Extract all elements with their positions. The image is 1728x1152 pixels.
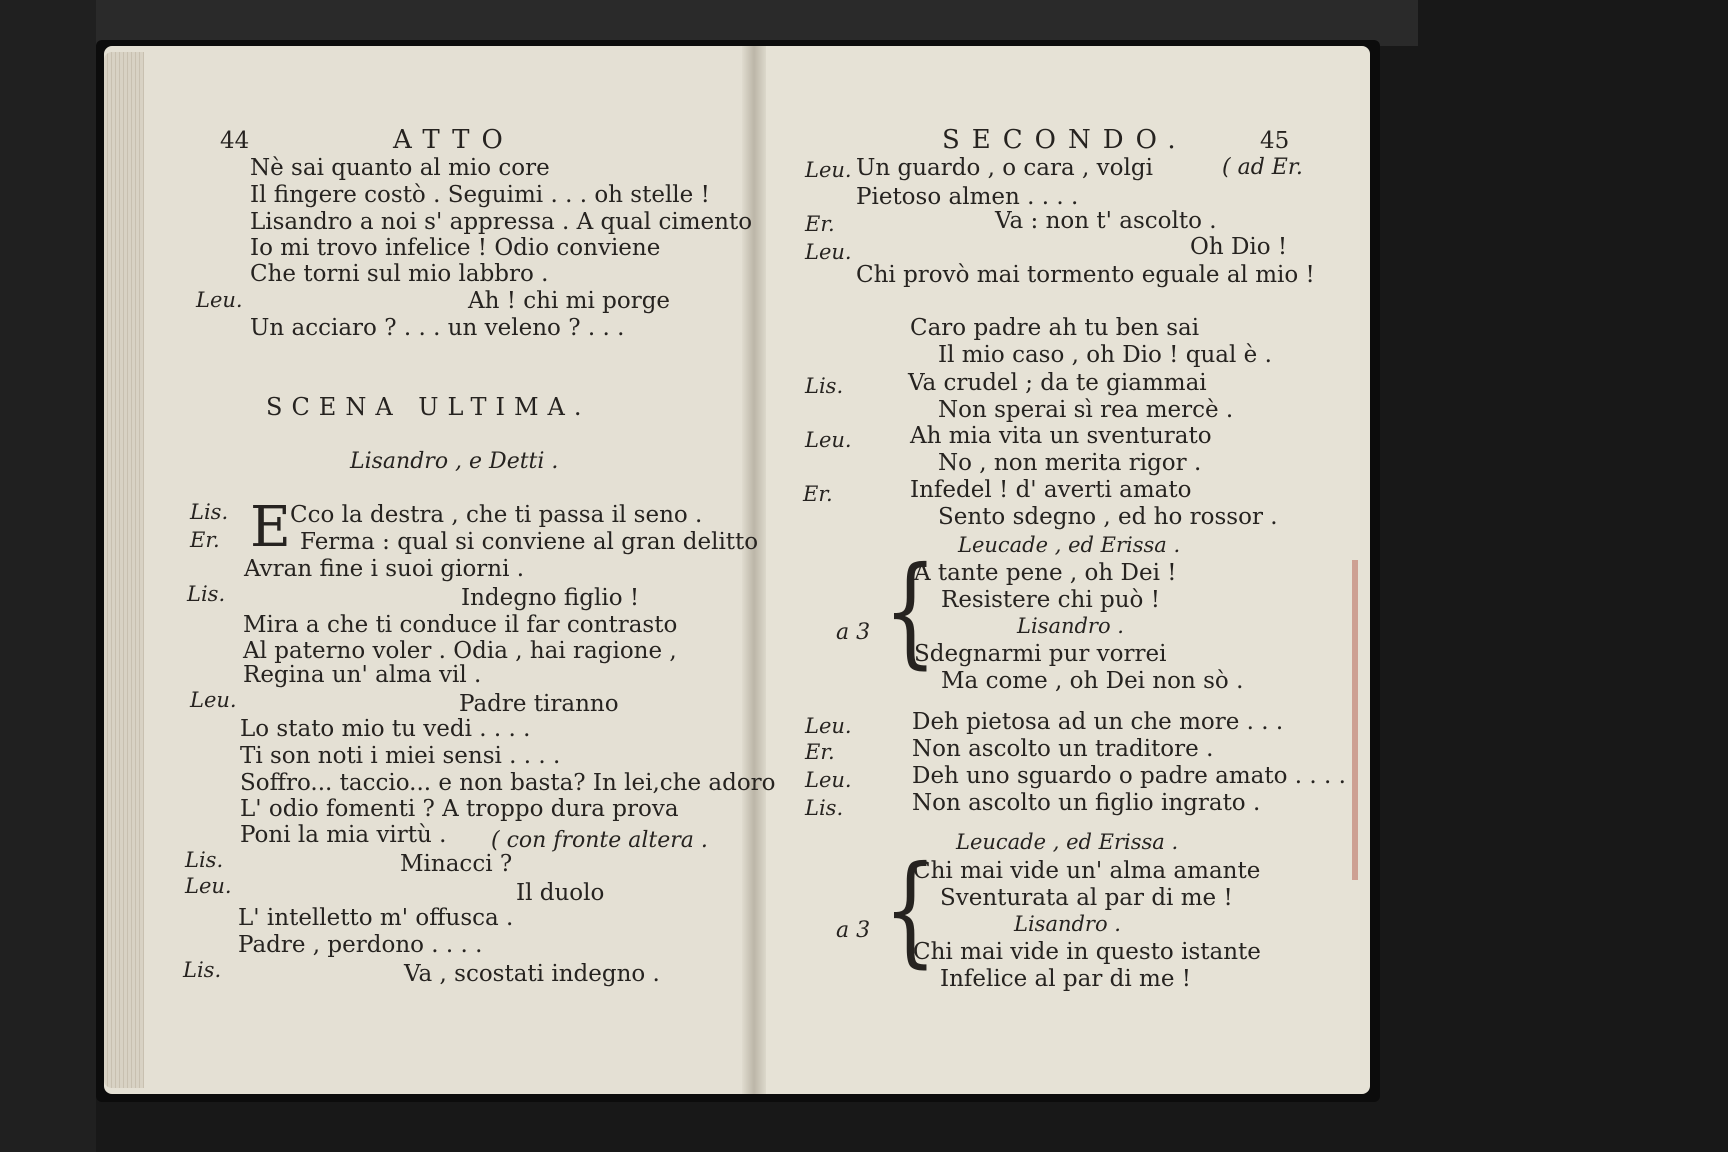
aria-line: Ah mia vita un sventurato: [910, 423, 1212, 449]
speaker-label: Lis.: [190, 500, 229, 524]
speaker-label: Leu.: [805, 158, 852, 182]
aria-line: Va crudel ; da te giammai: [908, 370, 1207, 396]
text-line: Che torni sul mio labbro .: [250, 261, 549, 287]
aria-line: Caro padre ah tu ben sai: [910, 315, 1200, 341]
text-line: Io mi trovo infelice ! Odio conviene: [250, 235, 661, 261]
text-line: Nè sai quanto al mio core: [250, 155, 550, 181]
text-line: Regina un' alma vil .: [243, 662, 482, 688]
speaker-label: Er.: [805, 212, 835, 236]
text-line: Ti son noti i miei sensi . . . .: [240, 743, 561, 769]
ensemble-line: Chi mai vide in questo istante: [913, 939, 1261, 965]
page-edges: [104, 52, 144, 1088]
speaker-label: Leu.: [805, 714, 852, 738]
text-line: Minacci ?: [400, 851, 513, 877]
ensemble-line: Infelice al par di me !: [940, 966, 1192, 992]
speaker-label: Er.: [803, 482, 833, 506]
text-line: Va : non t' ascolto .: [995, 208, 1217, 234]
scan-border-left: [0, 0, 96, 1152]
speaker-label: Leu.: [196, 288, 243, 312]
text-line: Mira a che ti conduce il far contrasto: [243, 612, 678, 638]
ensemble-heading: Leucade , ed Erissa .: [956, 830, 1179, 854]
scene-title: SCENA ULTIMA.: [266, 393, 591, 421]
page-edge-stain: [1352, 560, 1358, 880]
text-line: Ah ! chi mi porge: [468, 288, 671, 314]
text-line: Lo stato mio tu vedi . . . .: [240, 716, 531, 742]
quartet-line: Deh pietosa ad un che more . . .: [912, 709, 1284, 735]
text-line: Il fingere costò . Seguimi . . . oh stelle !: [250, 182, 710, 208]
speaker-label: Leu.: [805, 768, 852, 792]
page-number-right: 45: [1260, 128, 1290, 154]
text-line: Il duolo: [516, 880, 605, 906]
text-line: Avran fine i suoi giorni .: [244, 556, 525, 582]
aria-line: Infedel ! d' averti amato: [910, 477, 1192, 503]
text-line: Va , scostati indegno .: [404, 961, 660, 987]
ensemble-subheading: Lisandro .: [1017, 614, 1124, 638]
stage-direction: ( con fronte altera .: [491, 828, 708, 853]
ensemble-heading: Leucade , ed Erissa .: [958, 533, 1181, 557]
text-line: Un acciaro ? . . . un veleno ? . . .: [250, 315, 625, 341]
speaker-label: Lis.: [187, 582, 226, 606]
speaker-label: Leu.: [805, 240, 852, 264]
ensemble-line: Sventurata al par di me !: [940, 885, 1233, 911]
running-head-right: SECONDO.: [942, 125, 1188, 155]
speaker-label: Lis.: [185, 848, 224, 872]
aria-line: Sento sdegno , ed ho rossor .: [938, 504, 1278, 530]
text-line: Padre tiranno: [459, 691, 619, 717]
ensemble-line: Ma come , oh Dei non sò .: [941, 668, 1244, 694]
ensemble-line: Sdegnarmi pur vorrei: [914, 641, 1167, 667]
text-line: Indegno figlio !: [461, 585, 640, 611]
aria-line: Non sperai sì rea mercè .: [938, 397, 1234, 423]
stage-direction: ( ad Er.: [1222, 155, 1303, 180]
text-line: Cco la destra , che ti passa il seno .: [290, 502, 703, 528]
text-line: Soffro... taccio... e non basta? In lei,che adoro: [240, 770, 776, 796]
ensemble-line: A tante pene , oh Dei !: [914, 560, 1177, 586]
speaker-label: Er.: [190, 528, 220, 552]
text-line: Al paterno voler . Odia , hai ragione ,: [243, 638, 677, 664]
speaker-label: Leu.: [190, 688, 237, 712]
text-line: L' intelletto m' offusca .: [238, 905, 514, 931]
ensemble-line: Resistere chi può !: [941, 587, 1160, 613]
text-line: Poni la mia virtù .: [240, 822, 447, 848]
speaker-label: Er.: [805, 740, 835, 764]
text-line: L' odio fomenti ? A troppo dura prova: [240, 796, 679, 822]
quartet-line: Non ascolto un traditore .: [912, 736, 1214, 762]
speaker-label: Leu.: [805, 428, 852, 452]
text-line: Pietoso almen . . . .: [856, 184, 1079, 210]
speaker-label: Leu.: [185, 874, 232, 898]
ensemble-line: Chi mai vide un' alma amante: [913, 858, 1261, 884]
text-line: Lisandro a noi s' appressa . A qual cimento: [250, 209, 753, 235]
speaker-label: Lis.: [183, 958, 222, 982]
ensemble-label: a 3: [836, 918, 871, 943]
text-line: Chi provò mai tormento eguale al mio !: [856, 262, 1315, 288]
scene-characters: Lisandro , e Detti .: [350, 449, 559, 474]
drop-cap: E: [250, 495, 291, 560]
text-line: Un guardo , o cara , volgi: [856, 155, 1153, 181]
running-head-left: ATTO: [393, 125, 515, 155]
text-line: Padre , perdono . . . .: [238, 932, 483, 958]
ensemble-label: a 3: [836, 620, 871, 645]
book-gutter: [742, 46, 766, 1094]
brace-mark: {: [883, 542, 937, 681]
quartet-line: Deh uno sguardo o padre amato . . . .: [912, 763, 1346, 789]
brace-mark: {: [883, 841, 937, 980]
ensemble-subheading: Lisandro .: [1014, 912, 1121, 936]
aria-line: Il mio caso , oh Dio ! qual è .: [938, 342, 1272, 368]
speaker-label: Lis.: [805, 796, 844, 820]
aria-line: No , non merita rigor .: [938, 450, 1202, 476]
text-line: Oh Dio !: [1190, 234, 1288, 260]
speaker-label: Lis.: [805, 374, 844, 398]
page-number-left: 44: [220, 128, 250, 154]
quartet-line: Non ascolto un figlio ingrato .: [912, 790, 1261, 816]
text-line: Ferma : qual si conviene al gran delitto: [300, 529, 759, 555]
